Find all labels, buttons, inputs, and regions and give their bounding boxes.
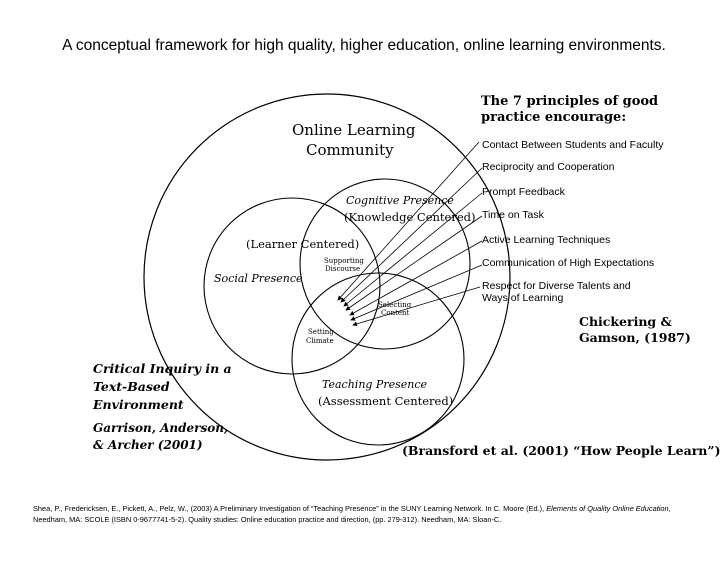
teaching-presence-circle	[292, 273, 464, 445]
cognitive-presence-label: Cognitive Presence	[346, 194, 454, 207]
overlap-supporting-2: Discourse	[325, 265, 361, 273]
overlap-selecting-2: Content	[381, 309, 410, 317]
page-title: A conceptual framework for high quality, higher education, online learning environments.	[62, 37, 666, 54]
social-presence-sub: (Learner Centered)	[246, 237, 360, 251]
principle-item: Prompt Feedback	[482, 186, 565, 198]
critical-inquiry-3: Environment	[93, 397, 184, 412]
principles-heading-1: The 7 principles of good	[481, 94, 659, 109]
reference-line1-c: ,	[668, 504, 671, 513]
overlap-supporting-1: Supporting	[324, 257, 364, 265]
critical-inquiry-2: Text-Based	[93, 379, 170, 394]
overlap-selecting-1: Selecting	[378, 301, 412, 309]
social-presence-circle	[204, 198, 380, 374]
teaching-presence-sub: (Assessment Centered)	[318, 394, 454, 408]
social-presence-label: Social Presence	[214, 272, 303, 285]
cognitive-presence-sub: (Knowledge Centered)	[344, 210, 476, 224]
chickering-citation-1: Chickering &	[579, 314, 672, 329]
arrow-time	[346, 216, 482, 310]
principle-item: Contact Between Students and Faculty	[482, 139, 664, 151]
principle-item: Communication of High Expectations	[482, 257, 655, 269]
arrow-reciprocity	[341, 168, 482, 302]
principle-item: Respect for Diverse Talents and	[482, 280, 631, 292]
critical-inquiry-authors-2: & Archer (2001)	[93, 438, 203, 452]
principle-arrows	[338, 142, 482, 325]
overlap-setting-1: Setting	[308, 328, 334, 336]
critical-inquiry-authors-1: Garrison, Anderson,	[93, 421, 229, 435]
reference-text	[33, 503, 671, 525]
principle-item: Active Learning Techniques	[482, 234, 611, 246]
teaching-presence-label: Teaching Presence	[322, 378, 428, 391]
principle-item: Reciprocity and Cooperation	[482, 161, 615, 173]
bransford-citation: (Bransford et al. (2001) “How People Learn”)	[402, 443, 721, 458]
community-label-line2: Community	[306, 141, 394, 159]
reference-line1-a: Shea, P., Fredericksen, E., Pickett, A., Pelz, W., (2003) A Preliminary Investigation of “Teaching Presence” in the SUNY Learning Network. In C. Moore (Ed.),	[33, 504, 547, 513]
chickering-citation-2: Gamson, (1987)	[579, 330, 691, 345]
principle-item: Time on Task	[482, 209, 544, 221]
arrow-active	[350, 241, 482, 315]
reference-book-title: Elements of Quality Online Education	[546, 504, 669, 513]
critical-inquiry-1: Critical Inquiry in a	[93, 361, 232, 376]
community-label-line1: Online Learning	[292, 121, 416, 139]
principle-item: Ways of Learning	[482, 292, 564, 304]
overlap-setting-2: Climate	[306, 337, 334, 345]
reference-line2: Needham, MA: SCOLE (ISBN 0-9677741-5-2). Quality studies: Online education practice and direction, (pp. 279-312). Needham, MA: Sloan-C.	[33, 515, 502, 524]
principles-heading-2: practice encourage:	[481, 110, 627, 125]
